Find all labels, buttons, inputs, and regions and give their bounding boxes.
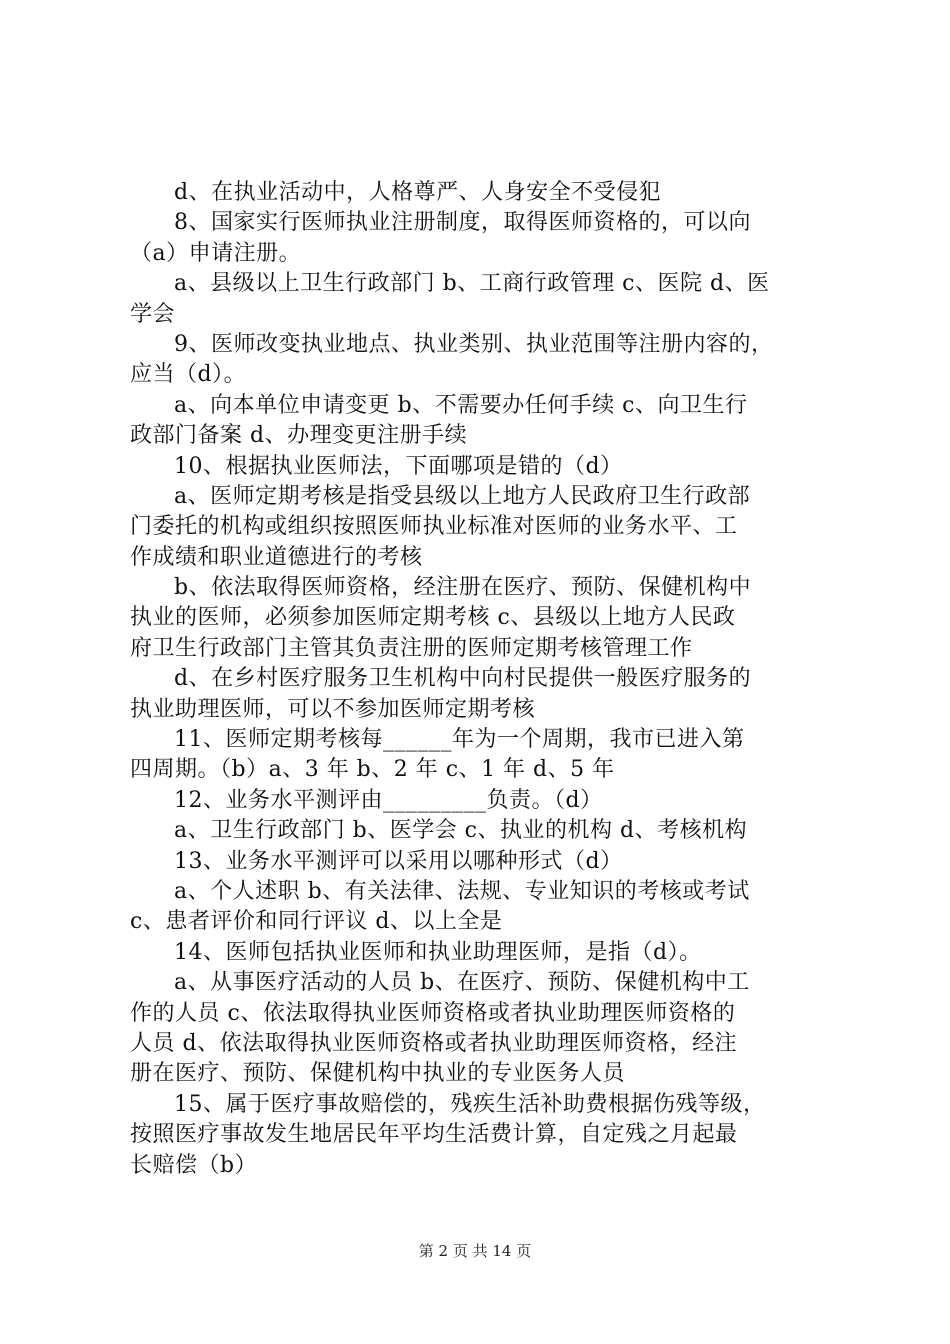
text-line: 应当（d）。 [130, 362, 247, 388]
text-line: 12、业务水平测评由_________负责。（d） [174, 787, 603, 813]
text-line: 人员 d、依法取得执业医师资格或者执业助理医师资格，经注 [130, 1030, 738, 1056]
text-line: 执业的医师，必须参加医师定期考核 c、县级以上地方人民政 [130, 605, 736, 631]
text-line: 9、医师改变执业地点、执业类别、执业范围等注册内容的， [174, 331, 774, 357]
document-body [130, 178, 835, 1181]
text-line: 门委托的机构或组织按照医师执业标准对医师的业务水平、工 [130, 514, 738, 540]
text-line: 按照医疗事故发生地居民年平均生活费计算，自定残之月起最 [130, 1122, 738, 1148]
text-line: 府卫生行政部门主管其负责注册的医师定期考核管理工作 [130, 635, 693, 661]
text-line: 8、国家实行医师执业注册制度，取得医师资格的，可以向 [174, 210, 751, 236]
text-line: 14、医师包括执业医师和执业助理医师，是指（d）。 [174, 939, 702, 965]
text-line: a、个人述职 b、有关法律、法规、专业知识的考核或考试 [174, 878, 750, 904]
text-line: （a）申请注册。 [130, 240, 302, 266]
text-line: 学会 [130, 301, 176, 327]
text-line: 执业助理医师，可以不参加医师定期考核 [130, 696, 536, 722]
text-line: 11、医师定期考核每______年为一个周期，我市已进入第 [174, 727, 745, 753]
text-line: a、向本单位申请变更 b、不需要办任何手续 c、向卫生行 [174, 392, 748, 418]
text-line: 四周期。（b）a、3 年 b、2 年 c、1 年 d、5 年 [130, 757, 615, 783]
text-line: b、依法取得医师资格，经注册在医疗、预防、保健机构中 [174, 575, 752, 601]
text-line: 作成绩和职业道德进行的考核 [130, 544, 423, 570]
text-line: a、从事医疗活动的人员 b、在医疗、预防、保健机构中工 [174, 970, 750, 996]
text-line: a、县级以上卫生行政部门 b、工商行政管理 c、医院 d、医 [174, 271, 770, 297]
text-line: 13、业务水平测评可以采用以哪种形式（d） [174, 848, 623, 874]
text-line: a、医师定期考核是指受县级以上地方人民政府卫生行政部 [174, 483, 751, 509]
page-footer: 第 2 页 共 14 页 [418, 1242, 532, 1260]
text-line: 长赔偿（b） [130, 1152, 258, 1178]
text-line: a、卫生行政部门 b、医学会 c、执业的机构 d、考核机构 [174, 818, 748, 844]
text-line: d、在执业活动中，人格尊严、人身安全不受侵犯 [174, 180, 662, 205]
text-line: 政部门备案 d、办理变更注册手续 [130, 423, 468, 449]
text-line: d、在乡村医疗服务卫生机构中向村民提供一般医疗服务的 [174, 666, 752, 692]
text-line: 册在医疗、预防、保健机构中执业的专业医务人员 [130, 1061, 626, 1087]
text-line: 15、属于医疗事故赔偿的，残疾生活补助费根据伤残等级， [174, 1091, 766, 1117]
text-line: 10、根据执业医师法，下面哪项是错的（d） [174, 453, 623, 479]
text-line: 作的人员 c、依法取得执业医师资格或者执业助理医师资格的 [130, 1000, 736, 1026]
text-line: c、患者评价和同行评议 d、以上全是 [130, 909, 503, 935]
